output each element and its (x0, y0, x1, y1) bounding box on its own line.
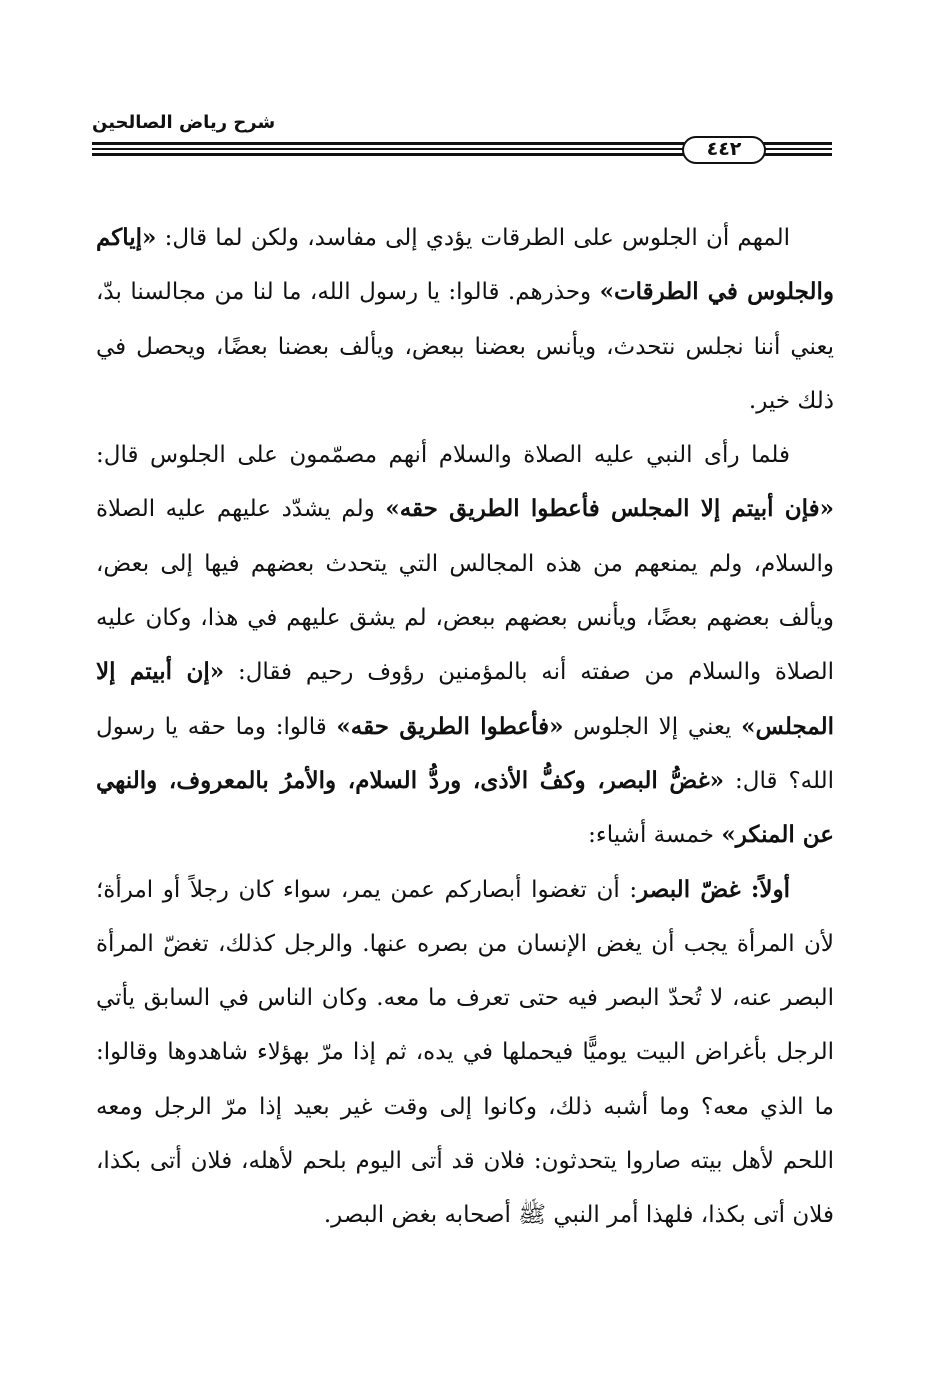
hadith-quote: «فأعطوا الطريق حقه» (336, 712, 564, 740)
paragraph-text: المهم أن الجلوس على الطرقات يؤدي إلى مفاسد، ولكن لما قال: (164, 225, 791, 251)
paragraph-3 (96, 863, 834, 1243)
running-header-title: شرح رياض الصالحين (92, 112, 276, 133)
paragraph-text: قالوا: وما حقه يا رسول الله؟ قال: (96, 713, 834, 794)
hadith-quote: «إن أبيتم إلا المجلس» (96, 658, 834, 740)
paragraph-text: خمسة أشياء: (588, 822, 722, 849)
paragraph-2 (96, 428, 834, 862)
header-rule (92, 136, 832, 164)
paragraph-text: ولم يشدّد عليهم عليه الصلاة والسلام، ولم يمنعهم من هذه المجالس التي يتحدث بعضهم فيها إلى بعض، ويألف بعضهم بعضًا، ويأنس بعضهم ببعض، لم يشق عليهم في هذا، وكان عليه الصلاة والسلام من صفته أنه بالمؤمنين رؤوف رحيم فقال: (96, 496, 834, 686)
paragraph-1 (96, 211, 834, 428)
section-heading: أولاً: غضّ البصر (637, 875, 790, 903)
paragraph-text: : أن تغضوا أبصاركم عمن يمر، سواء كان رجلاً أو امرأة؛ لأن المرأة يجب أن يغض الإنسان من بصره عنها. والرجل كذلك، تغضّ المرأة البصر عنه، لا تُحدّ البصر فيه حتى تعرف ما معه. وكان الناس في السابق يأتي الرجل بأغراض البيت يوميًّا فيحملها في يده، ثم إذا مرّ بهؤلاء شاهدوها وقالوا: ما الذي معه؟ وما أشبه ذلك، وكانوا إلى وقت غير بعيد إذا مرّ الرجل ومعه اللحم لأهل بيته صاروا يتحدثون: فلان قد أتى اليوم بلحم لأهله، فلان أتى بكذا، فلان أتى بكذا، فلهذا أمر النبي ﷺ أصحابه بغض البصر. (96, 876, 834, 1229)
page-number: ٤٤٢ (682, 136, 766, 164)
page-body (96, 211, 834, 1243)
hadith-quote: «فإن أبيتم إلا المجلس فأعطوا الطريق حقه» (385, 495, 834, 523)
hadith-quote: «غضُّ البصر، وكفُّ الأذى، وردُّ السلام، والأمرُ بالمعروف، والنهي عن المنكر» (96, 766, 834, 849)
paragraph-text: فلما رأى النبي عليه الصلاة والسلام أنهم مصمّمون على الجلوس قال: (96, 442, 790, 469)
paragraph-text: يعني إلا الجلوس (563, 713, 742, 740)
hadith-quote: «إياكم والجلوس في الطرقات» (96, 224, 834, 306)
paragraph-text: وحذرهم. قالوا: يا رسول الله، ما لنا من مجالسنا بدّ، يعني أننا نجلس نتحدث، ويأنس بعضنا ببعض، ويألف بعضنا بعضًا، ويحصل في ذلك خير. (96, 279, 834, 414)
